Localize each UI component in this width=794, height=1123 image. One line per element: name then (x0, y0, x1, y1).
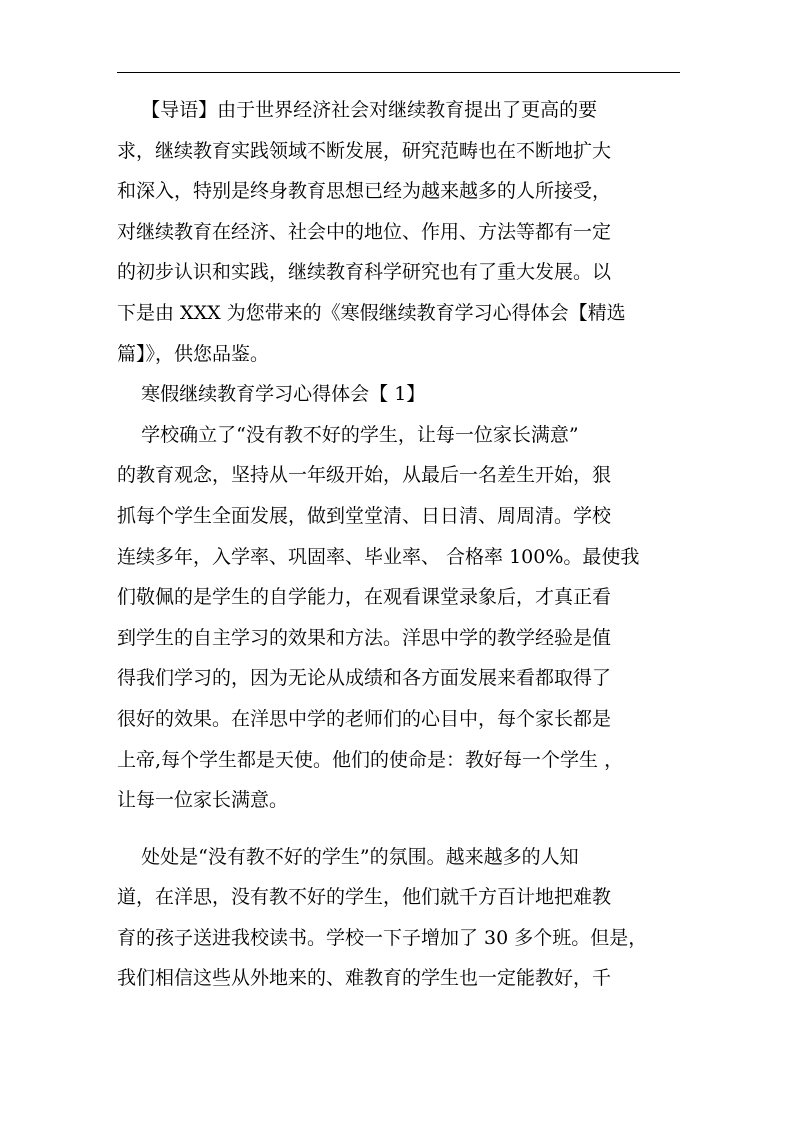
text-line: 们敬佩的是学生的自学能力，在观看课堂录象后，才真正看 (117, 586, 612, 609)
paragraph-gap (117, 821, 680, 837)
text-line: 篇】》，供您品鉴。 (117, 342, 270, 365)
text-line: 的初步认识和实践，继续教育科学研究也有了重大发展。以 (117, 261, 612, 284)
text-line: 对继续教育在经济、社会中的地位、作用、方法等都有一定 (117, 220, 612, 243)
text-line: 很好的效果。在洋思中学的老师们的心目中，每个家长都是 (117, 707, 612, 730)
text-line: 学校确立了“没有教不好的学生，让每一位家长满意” (117, 423, 579, 446)
text-line: 育的孩子送进我校读书。学校一下子增加了 30 多个班。但是， (117, 926, 648, 949)
text-line: 抓每个学生全面发展，做到堂堂清、日日清、周周清。学校 (117, 504, 612, 527)
text-line: 求，继续教育实践领域不断发展，研究范畴也在不断地扩大 (117, 139, 612, 162)
text-line: 的教育观念，坚持从一年级开始，从最后一名差生开始，狠 (117, 464, 612, 487)
text-line: 得我们学习的，因为无论从成绩和各方面发展来看都取得了 (117, 667, 612, 690)
text-line: 【导语】由于世界经济社会对继续教育提出了更高的要 (117, 99, 598, 121)
text-line: 到学生的自主学习的效果和方法。洋思中学的教学经验是值 (117, 626, 612, 649)
text-line: 连续多年，入学率、巩固率、毕业率、 合格率 100%。最使我 (117, 545, 640, 568)
text-line: 和深入，特别是终身教育思想已经为越来越多的人所接受， (117, 180, 612, 203)
text-line: 让每一位家长满意。 (117, 789, 289, 812)
text-line: 上帝,每个学生都是天使。他们的使命是：教好每一个学生 ， (117, 748, 624, 771)
text-line: 我们相信这些从外地来的、难教育的学生也一定能教好，千 (117, 967, 612, 990)
body-paragraph-1 (117, 415, 680, 821)
body-paragraph-2 (117, 837, 680, 999)
section-heading: 寒假继续教育学习心得体会【 1】 (117, 383, 426, 406)
text-line: 下是由 XXX 为您带来的《寒假继续教育学习心得体会【精选 (117, 301, 626, 324)
intro-paragraph (117, 90, 680, 374)
text-line: 处处是“没有教不好的学生”的氛围。越来越多的人知 (117, 845, 579, 868)
document-body (117, 90, 680, 999)
header-rule (117, 72, 680, 73)
text-line: 道，在洋思，没有教不好的学生，他们就千方百计地把难教 (117, 886, 612, 909)
